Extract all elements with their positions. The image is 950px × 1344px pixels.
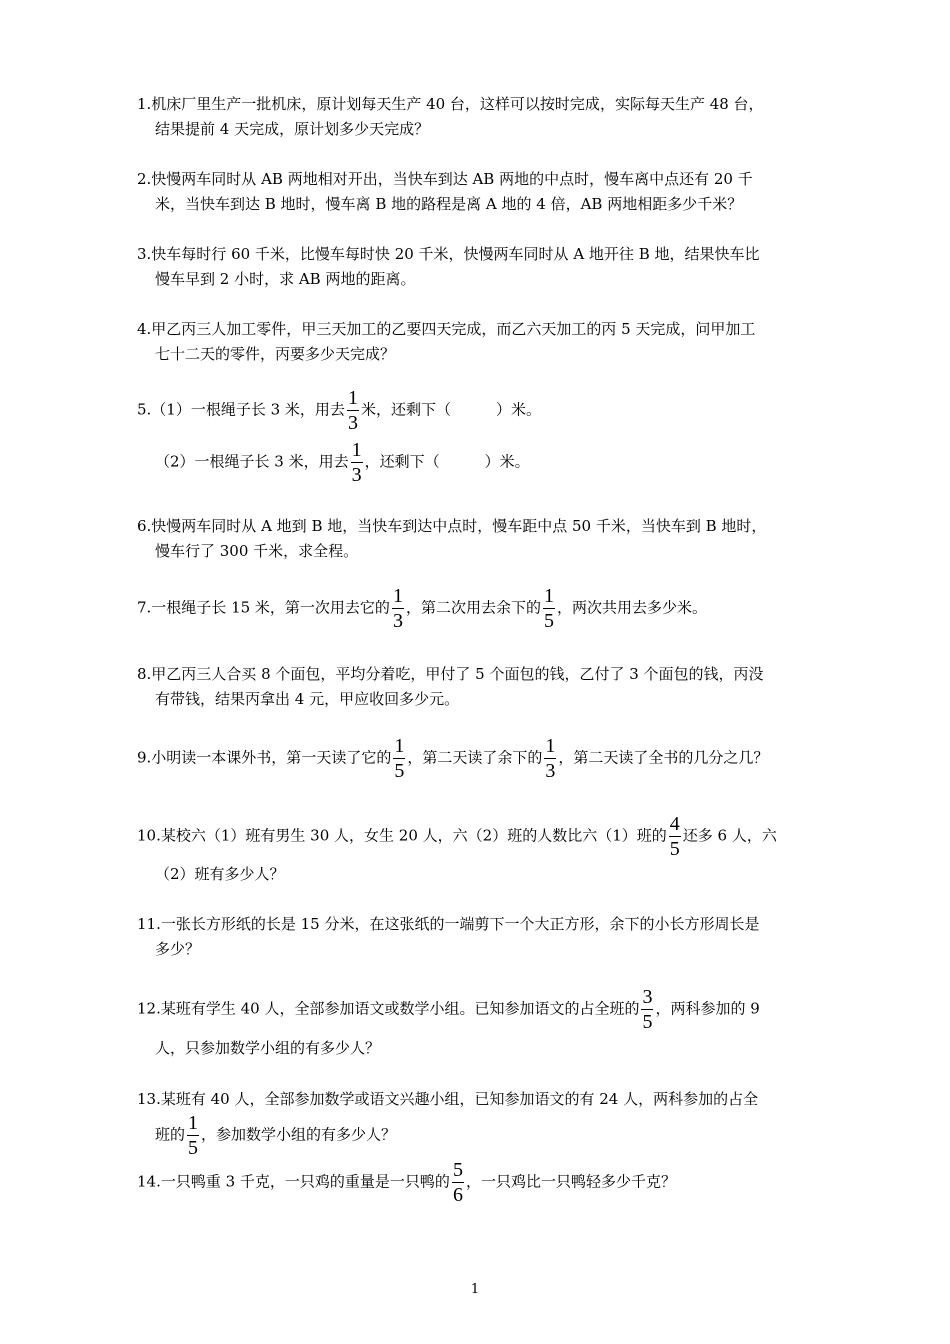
- problem-10-text-1: 10.某校六（1）班有男生 30 人，女生 20 人，六（2）班的人数比六（1）班的: [137, 826, 667, 845]
- problem-6-line-2: 慢车行了 300 千米，求全程。: [155, 542, 359, 560]
- fraction-denominator: 3: [347, 412, 358, 434]
- problem-13-line-2: [155, 1113, 835, 1158]
- fraction-denominator: 5: [642, 1011, 653, 1033]
- problem-12-line-2: 人，只参加数学小组的有多少人？: [155, 1039, 381, 1057]
- problem-12-line-1: [137, 987, 817, 1032]
- fraction: [544, 736, 556, 781]
- problem-5b-text-before: （2）一根绳子长 3 米，用去: [155, 452, 349, 471]
- fraction-denominator: 3: [351, 464, 362, 486]
- fraction-denominator: 5: [394, 760, 405, 782]
- problem-7-text-1: 7.一根绳子长 15 米，第一次用去它的: [137, 598, 390, 617]
- problem-4-line-1: 4.甲乙丙三人加工零件，甲三天加工的乙要四天完成，而乙六天加工的丙 5 天完成，问甲加工: [137, 320, 756, 338]
- problem-11-line-2: 多少？: [155, 940, 201, 958]
- problem-8-line-1: 8.甲乙丙三人合买 8 个面包，平均分着吃，甲付了 5 个面包的钱，乙付了 3 个面包的钱，丙没: [137, 665, 764, 683]
- fraction-numerator: 1: [392, 585, 403, 607]
- problem-1-line-2: 结果提前 4 天完成，原计划多少天完成？: [155, 120, 430, 138]
- problem-5-part-2: [155, 440, 835, 485]
- fraction-denominator: 6: [452, 1184, 463, 1206]
- problem-14: [137, 1160, 817, 1205]
- fraction-numerator: 5: [452, 1159, 463, 1181]
- problem-5a-text-after: 米，还剩下（ ）米。: [360, 400, 541, 419]
- fraction-numerator: 1: [394, 735, 405, 757]
- fraction-numerator: 1: [347, 387, 358, 409]
- problem-5-part-1: [137, 388, 817, 433]
- problem-5b-text-after: ，还剩下（ ）米。: [364, 452, 530, 471]
- fraction: [543, 586, 555, 631]
- fraction: [669, 814, 681, 859]
- page-number: 1: [470, 1282, 480, 1297]
- problem-14-text-2: ，一只鸡比一只鸭轻多少千克？: [465, 1172, 676, 1191]
- fraction: [187, 1113, 199, 1158]
- problem-12-text-1: 12.某班有学生 40 人，全部参加语文或数学小组。已知参加语文的占全班的: [137, 999, 640, 1018]
- fraction: [393, 736, 405, 781]
- fraction-numerator: 1: [188, 1112, 199, 1134]
- fraction: [452, 1160, 464, 1205]
- problem-9-text-3: ，第二天读了全书的几分之几？: [558, 748, 769, 767]
- problem-9: [137, 736, 817, 781]
- fraction-denominator: 3: [545, 760, 556, 782]
- problem-9-text-1: 9.小明读一本课外书，第一天读了它的: [137, 748, 392, 767]
- problem-13-line-1: 13.某班有 40 人，全部参加数学或语文兴趣小组，已知参加语文的有 24 人，两科参加的占全: [137, 1090, 759, 1108]
- fraction: [392, 586, 404, 631]
- fraction-denominator: 5: [188, 1137, 199, 1159]
- problem-10-text-2: 还多 6 人，六: [682, 826, 777, 845]
- problem-13-text-1: 班的: [155, 1125, 186, 1144]
- problem-2-line-2: 米，当快车到达 B 地时，慢车离 B 地的路程是离 A 地的 4 倍，AB 两地相距多少千米？: [155, 195, 743, 213]
- fraction-numerator: 1: [351, 439, 362, 461]
- fraction-numerator: 3: [642, 986, 653, 1008]
- problem-3-line-1: 3.快车每时行 60 千米，比慢车每时快 20 千米，快慢两车同时从 A 地开往 B 地，结果快车比: [137, 245, 760, 263]
- fraction-denominator: 5: [669, 838, 680, 860]
- problem-10-line-1: [137, 814, 817, 859]
- problem-8-line-2: 有带钱，结果丙拿出 4 元，甲应收回多少元。: [155, 690, 460, 708]
- problem-7: [137, 586, 817, 631]
- problem-7-text-3: ，两次共用去多少米。: [556, 598, 707, 617]
- problem-3-line-2: 慢车早到 2 小时，求 AB 两地的距离。: [155, 270, 416, 288]
- fraction-numerator: 4: [669, 813, 680, 835]
- fraction-denominator: 5: [543, 610, 554, 632]
- problem-1-line-1: 1.机床厂里生产一批机床，原计划每天生产 40 台，这样可以按时完成，实际每天生产 48 台，: [137, 95, 764, 113]
- fraction: [641, 987, 653, 1032]
- fraction: [347, 388, 359, 433]
- problem-4-line-2: 七十二天的零件，丙要多少天完成？: [155, 345, 396, 363]
- problem-5a-text-before: 5.（1）一根绳子长 3 米，用去: [137, 400, 345, 419]
- problem-9-text-2: ，第二天读了余下的: [407, 748, 543, 767]
- problem-11-line-1: 11.一张长方形纸的长是 15 分米，在这张纸的一端剪下一个大正方形，余下的小长方形周长是: [137, 915, 760, 933]
- problem-13-text-2: ，参加数学小组的有多少人？: [201, 1125, 397, 1144]
- problem-10-line-2: （2）班有多少人？: [155, 865, 285, 883]
- fraction-denominator: 3: [392, 610, 403, 632]
- fraction-numerator: 1: [543, 585, 554, 607]
- problem-7-text-2: ，第二次用去余下的: [405, 598, 541, 617]
- problem-2-line-1: 2.快慢两车同时从 AB 两地相对开出，当快车到达 AB 两地的中点时，慢车离中点还有 20 千: [137, 170, 753, 188]
- problem-12-text-2: ，两科参加的 9: [655, 999, 760, 1018]
- problem-6-line-1: 6.快慢两车同时从 A 地到 B 地，当快车到达中点时，慢车距中点 50 千米，当快车到 B 地时，: [137, 517, 767, 535]
- fraction-numerator: 1: [545, 735, 556, 757]
- problem-14-text-1: 14.一只鸭重 3 千克，一只鸡的重量是一只鸭的: [137, 1172, 450, 1191]
- fraction: [351, 440, 363, 485]
